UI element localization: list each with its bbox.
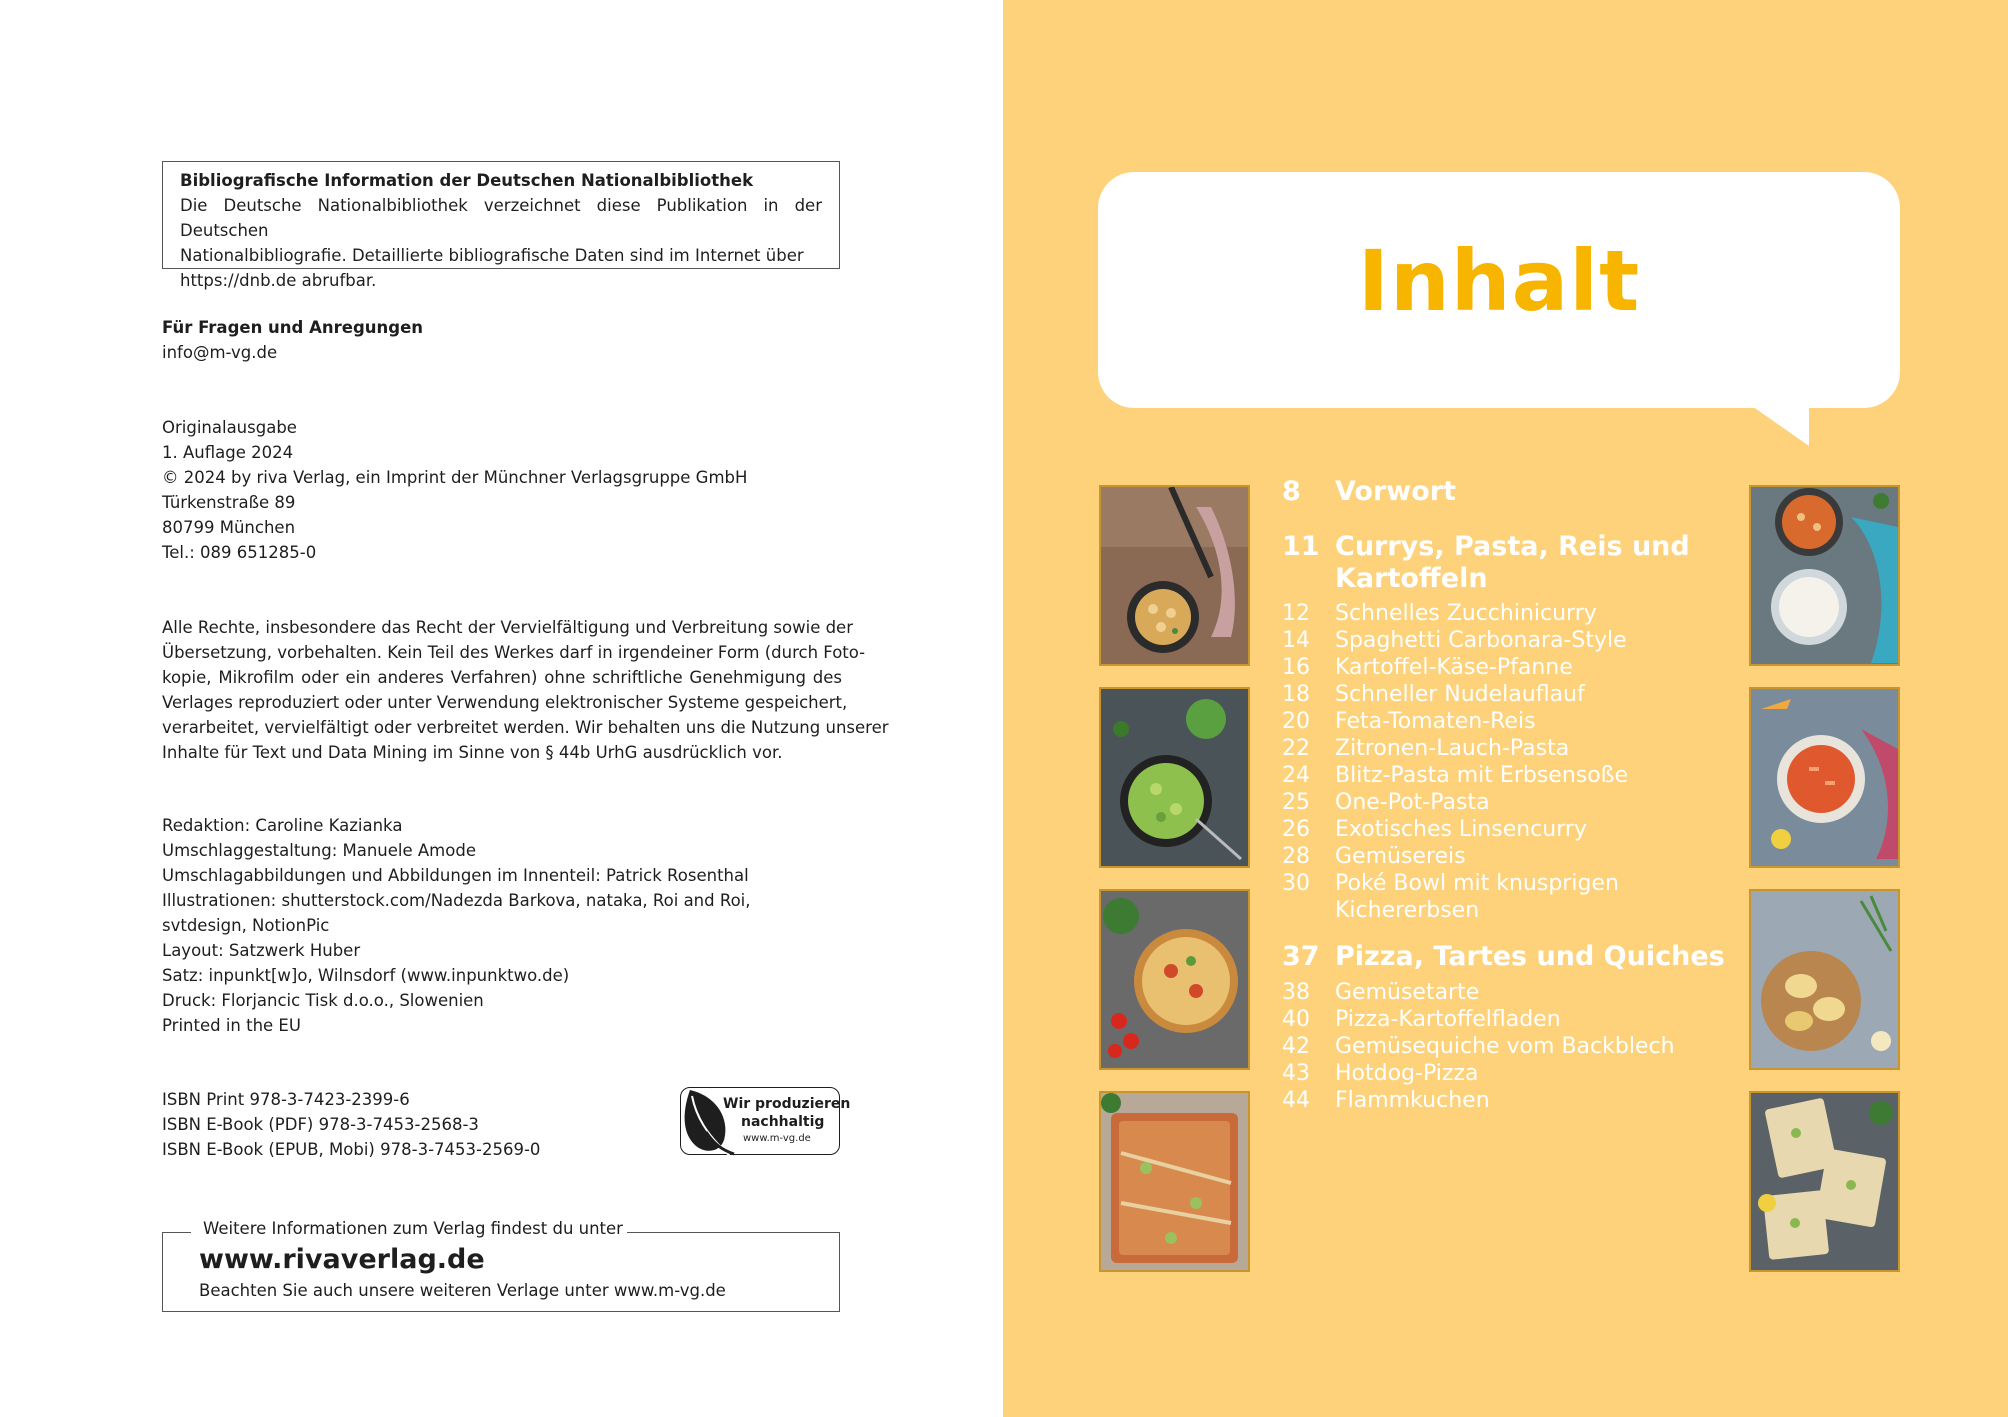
publisher-url[interactable]: www.rivaverlag.de — [199, 1244, 485, 1275]
toc-title: Pizza-Kartoffelfladen — [1335, 1007, 1561, 1032]
credit-line: svtdesign, NotionPic — [162, 916, 330, 935]
credit-line: Satz: inpunkt[w]o, Wilnsdorf (www.inpunktwo.de) — [162, 966, 570, 985]
rights-line: kopie, Mikrofilm oder ein anderes Verfahren) ohne schriftliche Genehmigung des — [162, 668, 842, 687]
food-photo-pea-pasta — [1099, 687, 1250, 868]
credit-line: Umschlagabbildungen und Abbildungen im Innenteil: Patrick Rosenthal — [162, 866, 749, 885]
toc-title: Spaghetti Carbonara-Style — [1335, 628, 1627, 653]
toc-page: 26 — [1282, 817, 1310, 842]
toc-page: 37 — [1282, 941, 1320, 972]
toc-title: Kartoffeln — [1335, 563, 1488, 594]
toc-title: Schneller Nudelauflauf — [1335, 682, 1585, 707]
credit-line: Layout: Satzwerk Huber — [162, 941, 361, 960]
contact-block — [162, 315, 842, 365]
toc-title: Zitronen-Lauch-Pasta — [1335, 736, 1570, 761]
toc-page: 16 — [1282, 655, 1310, 680]
bib-title: Bibliografische Information der Deutschen Nationalbibliothek — [180, 171, 754, 190]
toc-title: Kichererbsen — [1335, 898, 1480, 923]
toc-title: Hotdog-Pizza — [1335, 1061, 1479, 1086]
toc-title: Pizza, Tartes und Quiches — [1335, 941, 1725, 972]
edition-line: Tel.: 089 651285-0 — [162, 543, 317, 562]
toc-title: Gemüsereis — [1335, 844, 1466, 869]
toc-page: 14 — [1282, 628, 1310, 653]
rights-line: verarbeitet, vervielfältigt oder verbreitet werden. Wir behalten uns die Nutzung unserer — [162, 718, 889, 737]
edition-line: © 2024 by riva Verlag, ein Imprint der Münchner Verlagsgruppe GmbH — [162, 468, 748, 487]
badge-line-1: Wir produzieren — [723, 1096, 851, 1112]
toc-page: 25 — [1282, 790, 1310, 815]
contact-email: info@m-vg.de — [162, 343, 278, 362]
bib-line: Nationalbibliografie. Detaillierte bibliografische Daten sind im Internet über — [180, 246, 804, 265]
contents-page — [1003, 0, 2008, 1417]
toc-title: Flammkuchen — [1335, 1088, 1490, 1113]
toc-page: 24 — [1282, 763, 1310, 788]
toc-title: Exotisches Linsencurry — [1335, 817, 1587, 842]
toc-title: Gemüsetarte — [1335, 980, 1480, 1005]
sustainability-badge — [680, 1087, 851, 1155]
rights-line: Verlages reproduziert oder unter Verwendung elektronischer Systeme gespeichert, — [162, 693, 848, 712]
toc-page: 30 — [1282, 871, 1310, 896]
food-photo-stuffed-potatoes — [1749, 889, 1900, 1070]
food-photo-vegetable-tart — [1099, 889, 1250, 1070]
toc-page: 38 — [1282, 980, 1310, 1005]
title-speech-bubble — [1098, 172, 1900, 408]
credits-block — [162, 813, 842, 1038]
toc-page: 18 — [1282, 682, 1310, 707]
edition-line: 1. Auflage 2024 — [162, 443, 294, 462]
badge-line-2: nachhaltig — [741, 1114, 825, 1130]
rights-line: Übersetzung, vorbehalten. Kein Teil des Werkes darf in irgendeiner Form (durch Foto- — [162, 643, 866, 662]
toc-page: 40 — [1282, 1007, 1310, 1032]
food-photo-tomato-penne — [1749, 687, 1900, 868]
toc-title: Vorwort — [1335, 476, 1456, 507]
bib-line: Die Deutsche Nationalbibliothek verzeichnet diese Publikation in der Deutschen — [180, 196, 822, 240]
info-more-publishers: Beachten Sie auch unsere weiteren Verlage unter www.m-vg.de — [199, 1281, 726, 1300]
publisher-info-box — [162, 1219, 840, 1312]
credit-line: Druck: Florjancic Tisk d.o.o., Slowenien — [162, 991, 484, 1010]
contact-heading: Für Fragen und Anregungen — [162, 318, 424, 337]
rights-line: Inhalte für Text und Data Mining im Sinne von § 44b UrhG ausdrücklich vor. — [162, 743, 783, 762]
toc-title: Poké Bowl mit knusprigen — [1335, 871, 1619, 896]
toc-title: Gemüsequiche vom Backblech — [1335, 1034, 1675, 1059]
speech-bubble-tail — [1749, 404, 1809, 446]
rights-line: Alle Rechte, insbesondere das Recht der Vervielfältigung und Verbreitung sowie der — [162, 618, 853, 637]
edition-line: Originalausgabe — [162, 418, 297, 437]
isbn-line: ISBN Print 978-3-7423-2399-6 — [162, 1090, 410, 1109]
bib-line: https://dnb.de abrufbar. — [180, 271, 377, 290]
food-photo-pan-gnocchi — [1099, 485, 1250, 666]
credit-line: Umschlaggestaltung: Manuele Amode — [162, 841, 476, 860]
bibliographic-info-box — [162, 161, 840, 290]
toc-title: Kartoffel-Käse-Pfanne — [1335, 655, 1573, 680]
food-photo-flatbread-pizza — [1099, 1091, 1250, 1272]
toc-page: 12 — [1282, 601, 1310, 626]
toc-title: Currys, Pasta, Reis und — [1335, 531, 1690, 562]
toc-page: 28 — [1282, 844, 1310, 869]
toc-page: 43 — [1282, 1061, 1310, 1086]
edition-block — [162, 415, 842, 565]
edition-line: 80799 München — [162, 518, 296, 537]
food-photo-curry-rice — [1749, 485, 1900, 666]
rights-block — [162, 615, 889, 765]
isbn-line: ISBN E-Book (EPUB, Mobi) 978-3-7453-2569-0 — [162, 1140, 541, 1159]
info-intro: Weitere Informationen zum Verlag findest du unter — [199, 1219, 627, 1238]
edition-line: Türkenstraße 89 — [162, 493, 296, 512]
credit-line: Redaktion: Caroline Kazianka — [162, 816, 403, 835]
badge-url: www.m-vg.de — [743, 1133, 811, 1144]
toc-title: One-Pot-Pasta — [1335, 790, 1490, 815]
toc-page: 11 — [1282, 531, 1320, 562]
credit-line: Printed in the EU — [162, 1016, 301, 1035]
toc-page: 8 — [1282, 476, 1301, 507]
toc-page: 44 — [1282, 1088, 1310, 1113]
toc-page: 42 — [1282, 1034, 1310, 1059]
food-photo-flammkuchen — [1749, 1091, 1900, 1272]
toc-page: 20 — [1282, 709, 1310, 734]
page-title: Inhalt — [1357, 232, 1641, 330]
imprint-page — [0, 0, 1003, 1417]
credit-line: Illustrationen: shutterstock.com/Nadezda Barkova, nataka, Roi and Roi, — [162, 891, 751, 910]
toc-title: Feta-Tomaten-Reis — [1335, 709, 1536, 734]
toc-title: Schnelles Zucchinicurry — [1335, 601, 1597, 626]
toc-title: Blitz-Pasta mit Erbsensoße — [1335, 763, 1629, 788]
toc-page: 22 — [1282, 736, 1310, 761]
isbn-line: ISBN E-Book (PDF) 978-3-7453-2568-3 — [162, 1115, 479, 1134]
